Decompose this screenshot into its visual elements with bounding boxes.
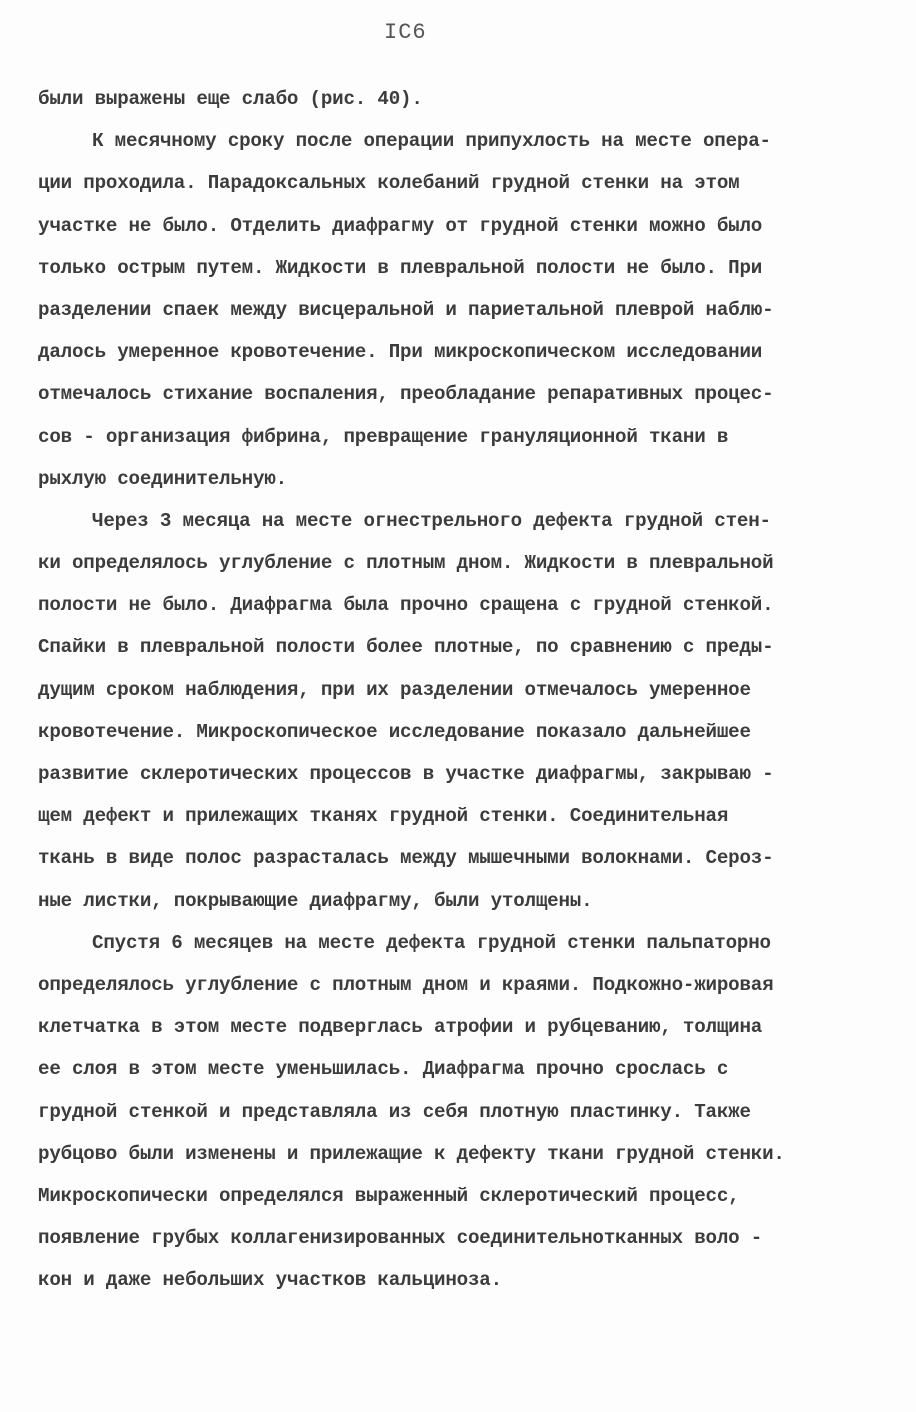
- page-number: IC6: [384, 20, 427, 45]
- text-line: дущим сроком наблюдения, при их разделении отмечалось умеренное: [38, 678, 751, 701]
- paragraph-first-line: Спустя 6 месяцев на месте дефекта грудной стенки пальпаторно: [92, 931, 771, 954]
- text-line: клетчатка в этом месте подверглась атрофии и рубцеванию, толщина: [38, 1016, 763, 1039]
- text-line: Микроскопически определялся выраженный склеротический процесс,: [38, 1184, 740, 1207]
- text-line: ее слоя в этом месте уменьшилась. Диафрагма прочно срослась с: [38, 1058, 729, 1081]
- paragraph-first-line: Через 3 месяца на месте огнестрельного дефекта грудной стен-: [92, 509, 771, 532]
- text-line: кровотечение. Микроскопическое исследование показало дальнейшее: [38, 720, 751, 743]
- paragraph-first-line: К месячному сроку после операции припухлость на месте опера-: [92, 130, 771, 153]
- text-line: ткань в виде полос разрасталась между мышечными волокнами. Сероз-: [38, 847, 774, 870]
- text-line: участке не было. Отделить диафрагму от грудной стенки можно было: [38, 214, 763, 237]
- text-line: Спайки в плевральной полости более плотные, по сравнению с преды-: [38, 636, 774, 659]
- text-line: щем дефект и прилежащих тканях грудной стенки. Соединительная: [38, 805, 729, 828]
- text-line: ки определялось углубление с плотным дном. Жидкости в плевральной: [38, 552, 774, 575]
- text-line: далось умеренное кровотечение. При микроскопическом исследовании: [38, 341, 763, 364]
- text-line: появление грубых коллагенизированных соединительнотканных воло -: [38, 1227, 763, 1250]
- text-line: ции проходила. Парадоксальных колебаний грудной стенки на этом: [38, 172, 740, 195]
- text-line: полости не было. Диафрагма была прочно сращена с грудной стенкой.: [38, 594, 774, 617]
- text-line: ные листки, покрывающие диафрагму, были утолщены.: [38, 889, 593, 912]
- text-line: кон и даже небольших участков кальциноза.: [38, 1269, 502, 1292]
- text-line: грудной стенкой и представляла из себя плотную пластинку. Также: [38, 1100, 751, 1123]
- text-line: разделении спаек между висцеральной и париетальной плеврой наблю-: [38, 298, 774, 321]
- text-line: рыхлую соединительную.: [38, 467, 287, 490]
- text-line: только острым путем. Жидкости в плевральной полости не было. При: [38, 256, 763, 279]
- text-line: рубцово были изменены и прилежащие к дефекту ткани грудной стенки.: [38, 1142, 785, 1165]
- text-line: развитие склеротических процессов в участке диафрагмы, закрываю -: [38, 763, 774, 785]
- text-line: определялось углубление с плотным дном и краями. Подкожно-жировая: [38, 973, 774, 996]
- body-text: [0, 78, 916, 1301]
- text-line: отмечалось стихание воспаления, преобладание репаративных процес-: [38, 383, 774, 406]
- text-line: были выражены еще слабо (рис. 40).: [38, 88, 423, 110]
- text-line: сов - организация фибрина, превращение грануляционной ткани в: [38, 425, 729, 448]
